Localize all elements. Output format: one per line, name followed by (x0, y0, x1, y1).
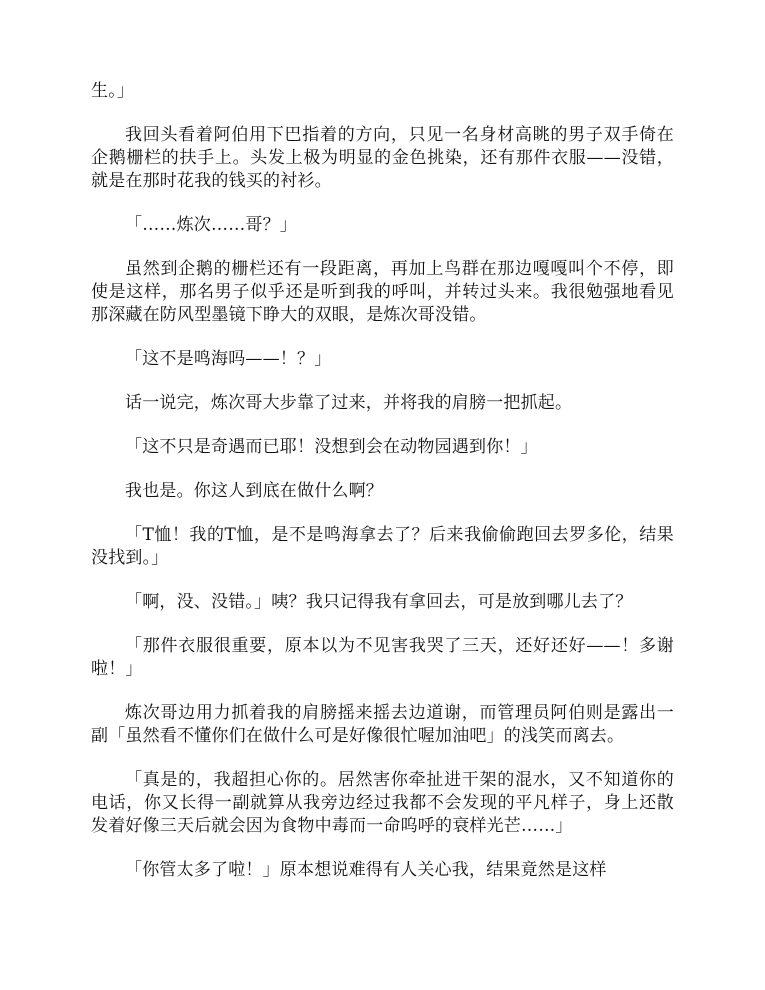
paragraph-2: 我回头看着阿伯用下巴指着的方向，只见一名身材高眺的男子双手倚在企鹅栅栏的扶手上。头发上极为明显的金色挑染，还有那件衣服——没错，就是在那时花我的钱买的衬衫。 (91, 125, 674, 191)
paragraph-13: 「真是的，我超担心你的。居然害你牵扯进干架的混水，又不知道你的电话，你又长得一副就算从我旁边经过我都不会发现的平凡样子，身上还散发着好像三天后就会因为食物中毒而一命呜呼的衰样光芒……」 (91, 770, 674, 836)
paragraph-9: 「T恤！我的T恤，是不是鸣海拿去了？后来我偷偷跑回去罗多伦，结果没找到。」 (91, 525, 674, 568)
paragraph-4: 虽然到企鹅的栅栏还有一段距离，再加上鸟群在那边嘎嘎叫个不停，即使是这样，那名男子似乎还是听到我的呼叫，并转过头来。我很勉强地看见那深藏在防风型墨镜下睁大的双眼，是炼次哥没错。 (91, 259, 674, 325)
book-page (91, 80, 674, 903)
paragraph-8: 我也是。你这人到底在做什么啊？ (125, 481, 383, 501)
paragraph-7: 「这不只是奇遇而已耶！没想到会在动物园遇到你！」 (125, 437, 538, 457)
paragraph-11: 「那件衣服很重要，原本以为不见害我哭了三天，还好还好——！多谢啦！」 (91, 636, 674, 679)
paragraph-14: 「你管太多了啦！」原本想说难得有人关心我，结果竟然是这样 (125, 860, 607, 880)
paragraph-6: 话一说完，炼次哥大步靠了过来，并将我的肩膀一把抓起。 (125, 393, 573, 413)
paragraph-12: 炼次哥边用力抓着我的肩膀摇来摇去边道谢，而管理员阿伯则是露出一副「虽然看不懂你们在做什么可是好像很忙喔加油吧」的浅笑而离去。 (91, 703, 674, 746)
paragraph-3: 「……炼次……哥？」 (125, 215, 297, 235)
paragraph-1: 生。」 (91, 81, 135, 101)
paragraph-5: 「这不是鸣海吗——！？」 (125, 349, 332, 369)
paragraph-10: 「啊，没、没错。」咦？我只记得我有拿回去，可是放到哪儿去了？ (125, 592, 633, 612)
